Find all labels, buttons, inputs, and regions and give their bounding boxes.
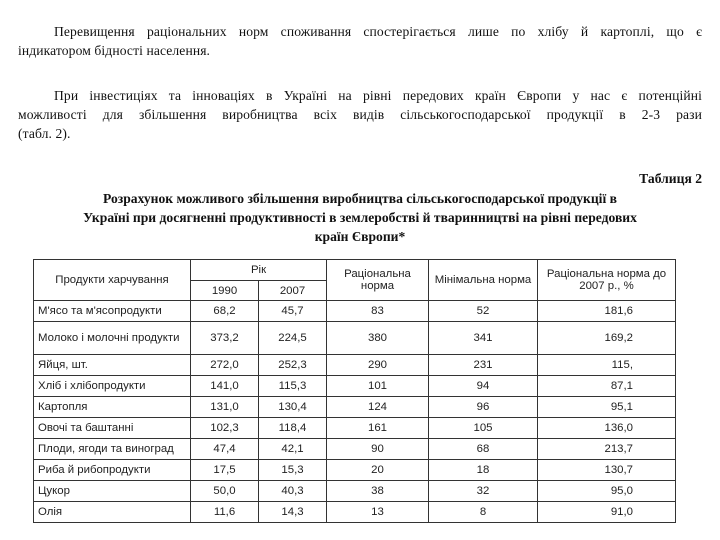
- cell-minimal: 18: [429, 460, 538, 481]
- cell-minimal: 52: [429, 301, 538, 322]
- header-year: Рік: [191, 260, 327, 281]
- cell-ratio: 169,2: [538, 322, 676, 355]
- cell-2007: 118,4: [259, 418, 327, 439]
- table-row: [34, 418, 676, 439]
- cell-rational: 90: [327, 439, 429, 460]
- cell-rational: 13: [327, 502, 429, 523]
- paragraph-line: (табл. 2).: [18, 126, 71, 141]
- cell-1990: 141,0: [191, 376, 259, 397]
- cell-ratio: 136,0: [538, 418, 676, 439]
- row-product: Овочі та баштанні: [34, 418, 191, 439]
- table-row: [34, 322, 676, 355]
- cell-2007: 15,3: [259, 460, 327, 481]
- cell-minimal: 68: [429, 439, 538, 460]
- cell-2007: 45,7: [259, 301, 327, 322]
- cell-minimal: 32: [429, 481, 538, 502]
- row-product: Молоко і молочні продукти: [34, 322, 191, 355]
- cell-2007: 252,3: [259, 355, 327, 376]
- row-product: Олія: [34, 502, 191, 523]
- cell-2007: 115,3: [259, 376, 327, 397]
- table-row: [34, 355, 676, 376]
- table-row: [34, 301, 676, 322]
- paragraph-line: можливості для збільшення виробництва всіх видів сільськогосподарської продукції в 2-3 рази: [18, 107, 702, 122]
- cell-ratio: 95,1: [538, 397, 676, 418]
- table-row: [34, 460, 676, 481]
- cell-2007: 130,4: [259, 397, 327, 418]
- caption-line: Україні при досягненні продуктивності в землеробстві й тваринництві на рівні передових: [83, 210, 637, 225]
- cell-ratio: 181,6: [538, 301, 676, 322]
- header-product: Продукти харчування: [34, 260, 191, 301]
- caption-line: Розрахунок можливого збільшення виробництва сільськогосподарської продукції в: [103, 191, 617, 206]
- cell-ratio: 95,0: [538, 481, 676, 502]
- cell-1990: 272,0: [191, 355, 259, 376]
- row-product: Риба й рибопродукти: [34, 460, 191, 481]
- table-row: [34, 397, 676, 418]
- cell-rational: 290: [327, 355, 429, 376]
- row-product: М'ясо та м'ясопродукти: [34, 301, 191, 322]
- cell-2007: 224,5: [259, 322, 327, 355]
- cell-rational: 38: [327, 481, 429, 502]
- row-product: Яйця, шт.: [34, 355, 191, 376]
- cell-minimal: 231: [429, 355, 538, 376]
- cell-rational: 380: [327, 322, 429, 355]
- cell-ratio: 213,7: [538, 439, 676, 460]
- paragraph-line: Перевищення раціональних норм споживання спостерігається лише по хлібу й картоплі, що є: [54, 24, 702, 39]
- header-year-2007: 2007: [259, 281, 327, 301]
- cell-minimal: 341: [429, 322, 538, 355]
- paragraph-line: При інвестиціях та інноваціях в Україні на рівні передових країн Європи у нас є потенційні: [54, 88, 702, 103]
- cell-1990: 373,2: [191, 322, 259, 355]
- cell-minimal: 8: [429, 502, 538, 523]
- production-table: [33, 259, 676, 523]
- header-ratio: Раціональна норма до 2007 р., %: [538, 260, 676, 301]
- table-row: [34, 502, 676, 523]
- header-rational-norm: Раціональна норма: [327, 260, 429, 301]
- row-product: Картопля: [34, 397, 191, 418]
- cell-minimal: 105: [429, 418, 538, 439]
- cell-1990: 102,3: [191, 418, 259, 439]
- table-caption: [18, 189, 702, 246]
- cell-rational: 161: [327, 418, 429, 439]
- table-row: [34, 439, 676, 460]
- cell-rational: 124: [327, 397, 429, 418]
- row-product: Цукор: [34, 481, 191, 502]
- cell-1990: 50,0: [191, 481, 259, 502]
- row-product: Плоди, ягоди та виноград: [34, 439, 191, 460]
- cell-ratio: 91,0: [538, 502, 676, 523]
- paragraph-investment-potential: [18, 86, 702, 143]
- caption-line: країн Європи*: [314, 229, 406, 244]
- header-year-1990: 1990: [191, 281, 259, 301]
- cell-ratio: 87,1: [538, 376, 676, 397]
- table-row: [34, 376, 676, 397]
- cell-minimal: 96: [429, 397, 538, 418]
- cell-rational: 83: [327, 301, 429, 322]
- cell-1990: 17,5: [191, 460, 259, 481]
- row-product: Хліб і хлібопродукти: [34, 376, 191, 397]
- cell-1990: 68,2: [191, 301, 259, 322]
- cell-2007: 14,3: [259, 502, 327, 523]
- cell-1990: 11,6: [191, 502, 259, 523]
- table-row: [34, 481, 676, 502]
- cell-rational: 20: [327, 460, 429, 481]
- cell-ratio: 130,7: [538, 460, 676, 481]
- cell-minimal: 94: [429, 376, 538, 397]
- cell-ratio: 115,: [538, 355, 676, 376]
- paragraph-line: індикатором бідності населення.: [18, 43, 211, 58]
- cell-2007: 40,3: [259, 481, 327, 502]
- header-minimal-norm: Мінімальна норма: [429, 260, 538, 301]
- cell-1990: 131,0: [191, 397, 259, 418]
- cell-rational: 101: [327, 376, 429, 397]
- paragraph-consumption-norms: [18, 22, 702, 60]
- cell-2007: 42,1: [259, 439, 327, 460]
- cell-1990: 47,4: [191, 439, 259, 460]
- table-number-label: Таблиця 2: [639, 171, 702, 186]
